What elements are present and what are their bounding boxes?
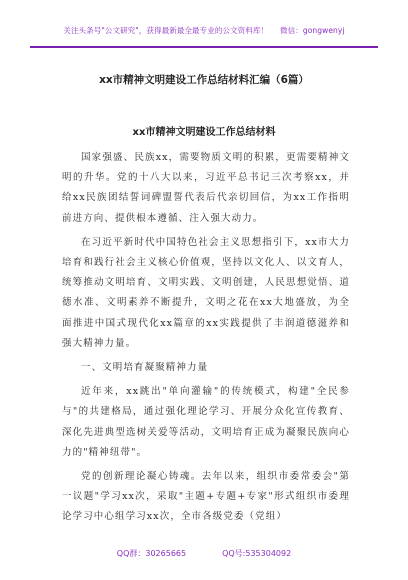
paragraph: 近年来，xx跳出"单向灌输"的传统模式，构建"全民参与"的共建格局，通过强化理论学习、开展分众化宣传教育、深化先进典型选树关爱等活动，文明培育正成为凝聚民族向心力的"精神纽带"。 [62, 386, 350, 458]
section-heading: 一、文明培育凝聚精神力量 [81, 362, 209, 374]
header-wechat-text: 微信：gongwenyj [280, 26, 345, 35]
page-header [0, 25, 408, 36]
header-divider [30, 46, 378, 48]
header-promo-text: 关注头条号"公文研究"，获得最新最全最专业的公文资料库！ [63, 26, 269, 35]
page-footer [0, 548, 408, 559]
section-title: xx市精神文明建设工作总结材料 [132, 127, 276, 138]
paragraph: 国家强盛、民族xx，需要物质文明的积累，更需要精神文明的升华。党的十八大以来，习近平总书记三次考察xx，并给xx民族团结誓词碑盟誓代表后代亲切回信，为xx工作指明前进方向、提供根本遵循、注入强大动力。 [62, 152, 350, 224]
footer-qq-number: QQ号:535304092 [222, 549, 292, 558]
paragraph: 在习近平新时代中国特色社会主义思想指引下，xx市大力培育和践行社会主义核心价值观，坚持以文化人、以文育人，统筹推动文明培育、文明实践、文明创建，人民思想觉悟、道德水准、文明素养不断提升，文明之花在xx大地盛放，为全面推进中国式现代化xx篇章的xx实践提供了丰润道德滋养和强大精神力量。 [62, 236, 350, 349]
paragraph: 党的创新理论凝心铸魂。去年以来，组织市委常委会"第一议题"学习xx次，采取"主题+专题+专家"形式组织市委理论学习中心组学习xx次，全市各级党委（党组） [62, 471, 350, 523]
footer-qq-group: QQ群：30265665 [116, 549, 187, 558]
document-title: xx市精神文明建设工作总结材料汇编（6篇） [99, 74, 309, 86]
document-body [62, 148, 350, 532]
